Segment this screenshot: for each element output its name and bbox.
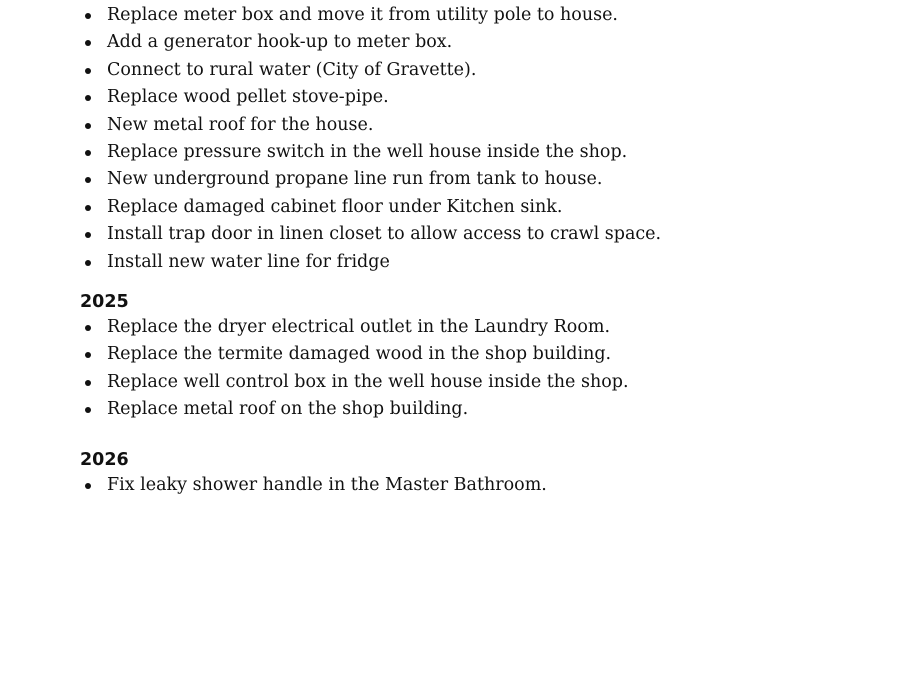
bullet-icon bbox=[85, 177, 91, 183]
list-item bbox=[80, 396, 860, 423]
year-heading: 2026 bbox=[80, 450, 129, 470]
list-item bbox=[80, 112, 860, 139]
item-text: Install trap door in linen closet to allow access to crawl space. bbox=[107, 224, 662, 245]
bullet-icon bbox=[85, 407, 91, 413]
bullet-icon bbox=[85, 95, 91, 101]
item-text: Install new water line for fridge bbox=[107, 251, 390, 272]
bullet-icon bbox=[85, 325, 91, 331]
list-item bbox=[80, 249, 860, 276]
list-item bbox=[80, 29, 860, 56]
bullet-icon bbox=[85, 352, 91, 358]
item-text: Replace wood pellet stove-pipe. bbox=[107, 87, 389, 108]
bullet-icon bbox=[85, 205, 91, 211]
item-list bbox=[80, 314, 860, 424]
item-text: Replace pressure switch in the well house inside the shop. bbox=[107, 141, 628, 162]
item-text: Replace the termite damaged wood in the shop building. bbox=[107, 344, 612, 365]
item-list bbox=[80, 2, 860, 276]
section-2025 bbox=[80, 290, 860, 424]
bullet-icon bbox=[85, 40, 91, 46]
list-item bbox=[80, 57, 860, 84]
item-text: New underground propane line run from tank to house. bbox=[107, 169, 603, 190]
bullet-icon bbox=[85, 483, 91, 489]
list-item bbox=[80, 341, 860, 368]
item-text: Connect to rural water (City of Gravette). bbox=[107, 59, 477, 80]
list-item bbox=[80, 166, 860, 193]
item-text: Replace the dryer electrical outlet in the Laundry Room. bbox=[107, 317, 611, 337]
bullet-icon bbox=[85, 260, 91, 266]
bullet-icon bbox=[85, 13, 91, 19]
list-item bbox=[80, 2, 860, 29]
item-text: Replace well control box in the well house inside the shop. bbox=[107, 371, 629, 392]
bullet-icon bbox=[85, 380, 91, 386]
item-text: Replace meter box and move it from utility pole to house. bbox=[107, 5, 618, 25]
bullet-icon bbox=[85, 123, 91, 129]
item-text: Add a generator hook-up to meter box. bbox=[107, 32, 453, 53]
bullet-icon bbox=[85, 232, 91, 238]
bullet-icon bbox=[85, 150, 91, 156]
item-text: Fix leaky shower handle in the Master Bathroom. bbox=[107, 475, 547, 495]
list-item bbox=[80, 221, 860, 248]
section-2026 bbox=[80, 448, 860, 499]
item-list bbox=[80, 472, 860, 499]
list-item bbox=[80, 314, 860, 341]
item-text: New metal roof for the house. bbox=[107, 114, 374, 135]
list-item bbox=[80, 369, 860, 396]
section-previous-year bbox=[80, 2, 860, 276]
list-item bbox=[80, 139, 860, 166]
year-heading: 2025 bbox=[80, 292, 129, 312]
bullet-icon bbox=[85, 68, 91, 74]
list-item bbox=[80, 194, 860, 221]
item-text: Replace metal roof on the shop building. bbox=[107, 399, 469, 420]
list-item bbox=[80, 472, 860, 499]
item-text: Replace damaged cabinet floor under Kitchen sink. bbox=[107, 196, 563, 217]
list-item bbox=[80, 84, 860, 111]
